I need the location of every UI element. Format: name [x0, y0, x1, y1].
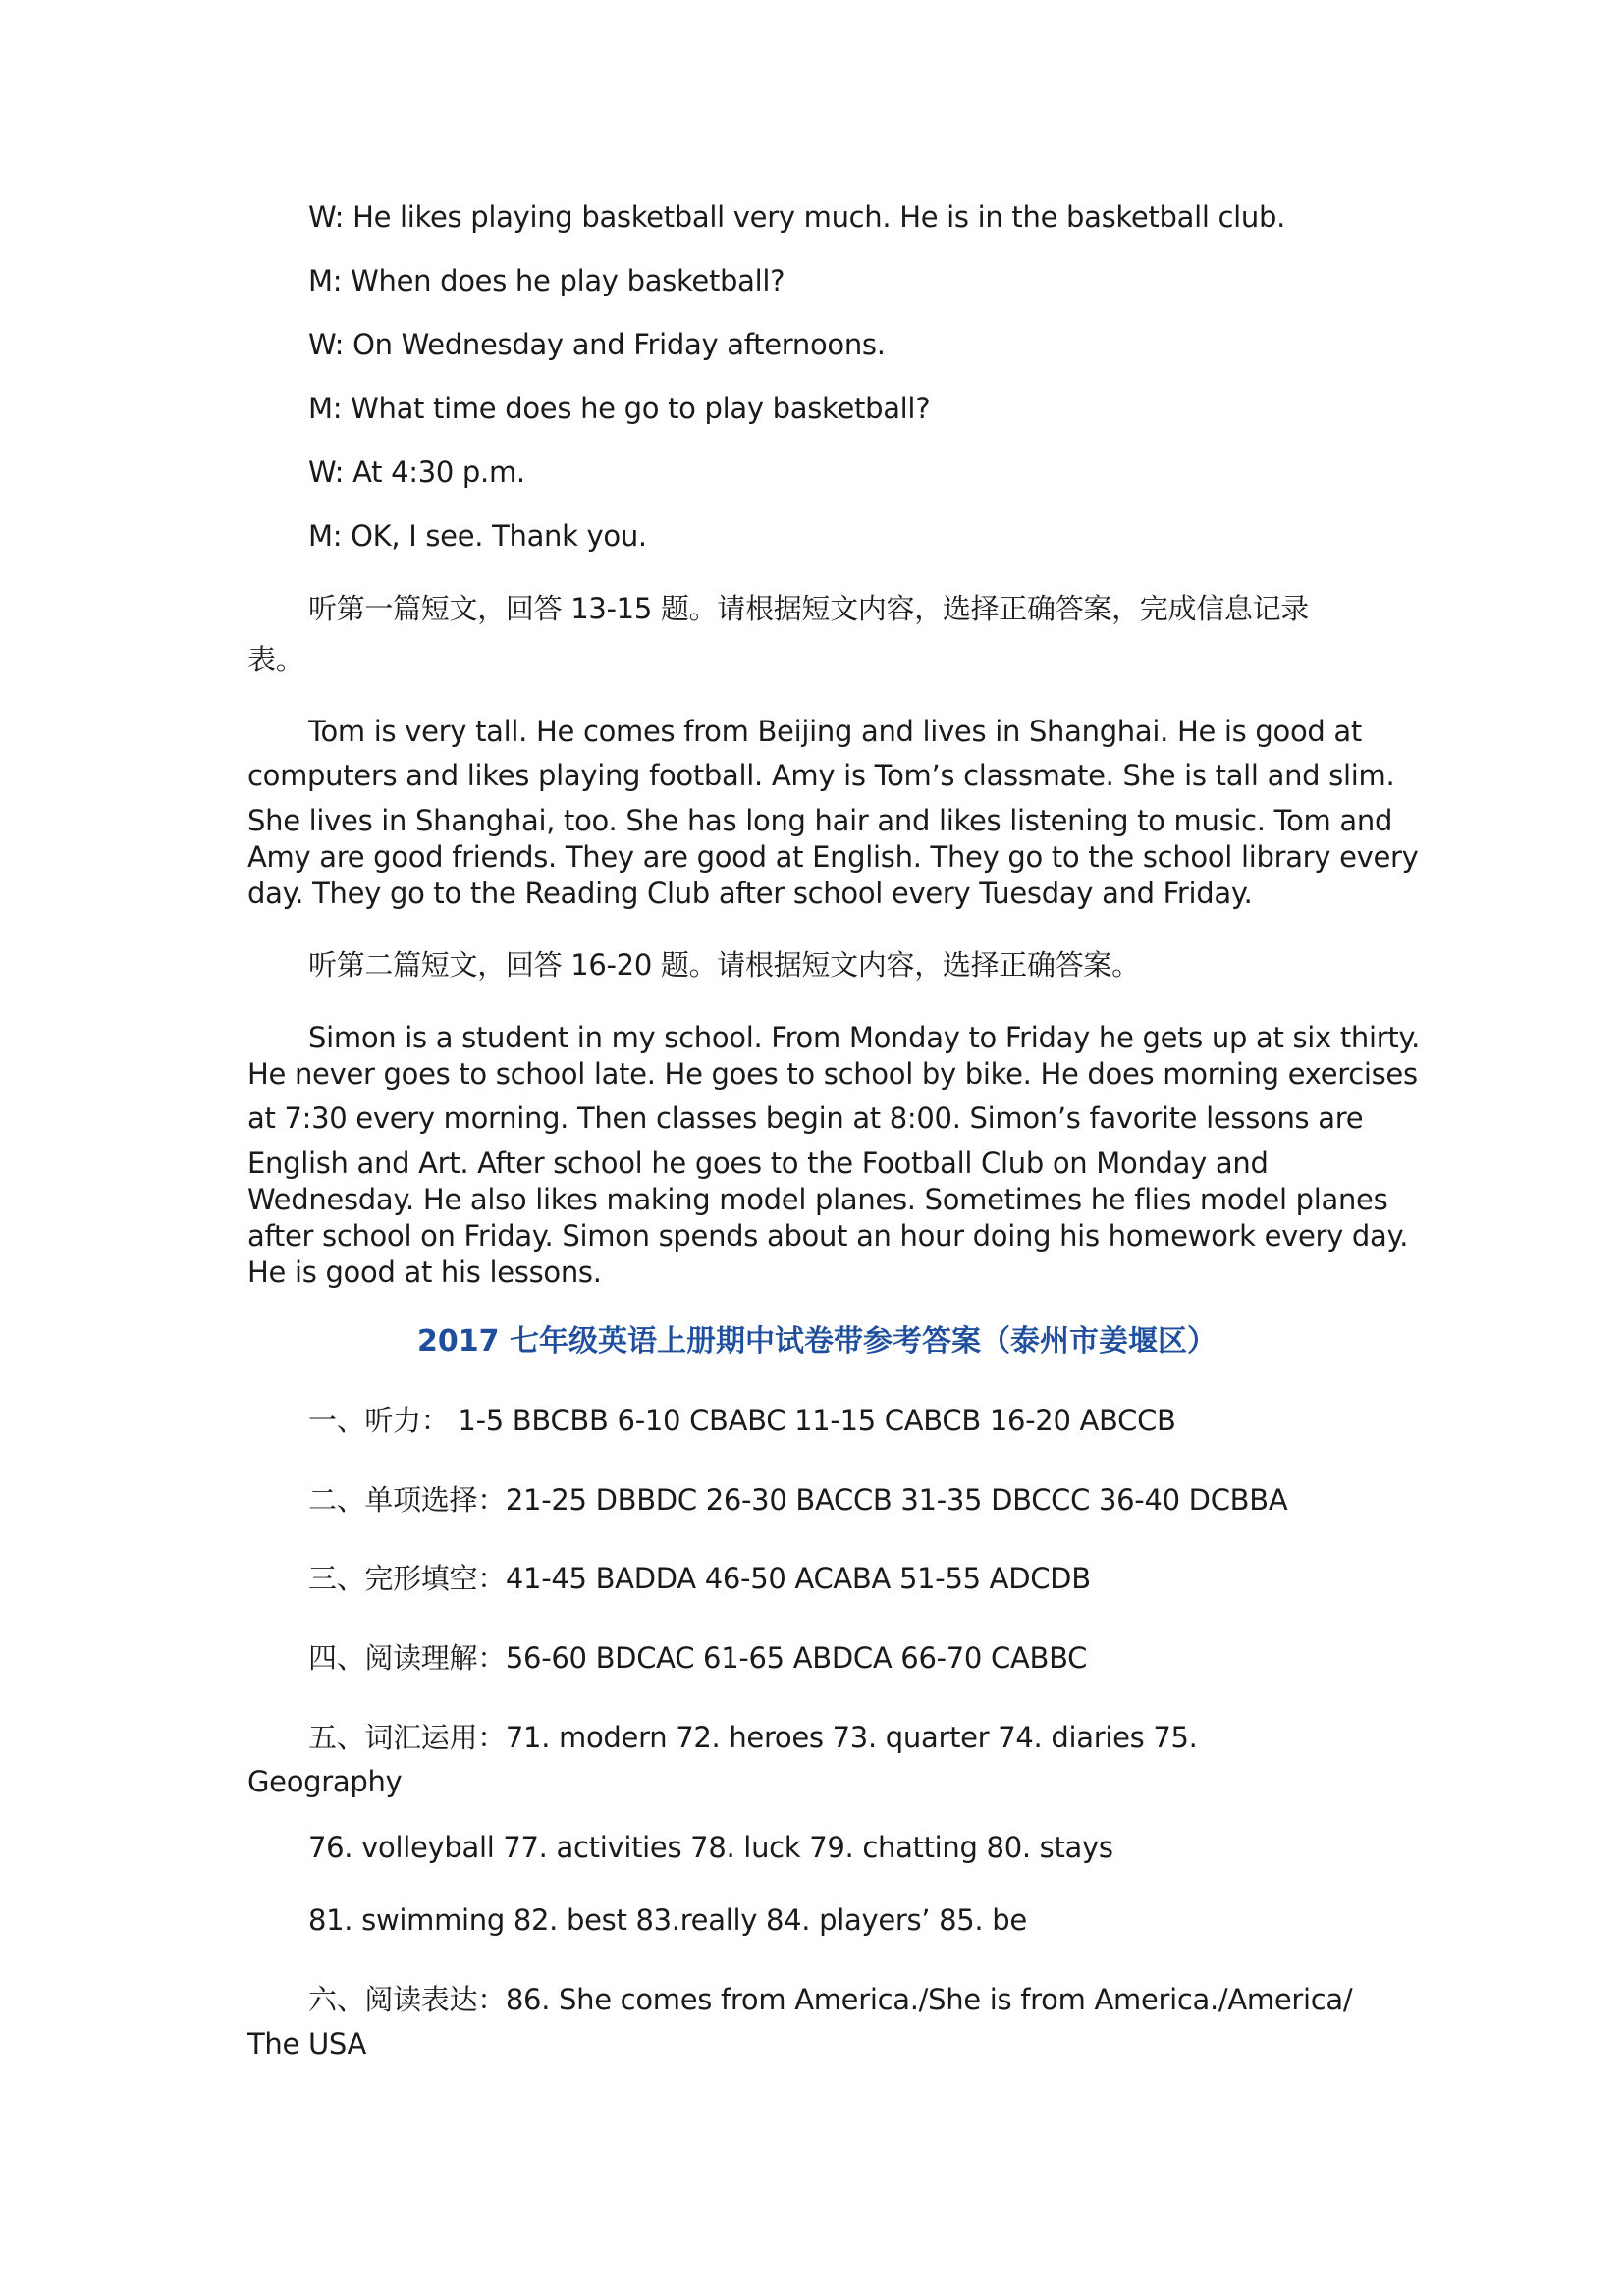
passage2-text-line: at 7:30 every morning. Then classes begin at 8:00. Simon’s favorite lessons are: [247, 1101, 1364, 1135]
answer-expression: 六、阅读表达：86. She comes from America./She is from America./America/: [308, 1983, 1353, 2016]
passage2-text-line: after school on Friday. Simon spends about an hour doing his homework every day.: [247, 1219, 1409, 1253]
dialogue-line: W: On Wednesday and Friday afternoons.: [308, 328, 886, 361]
dialogue-line: M: When does he play basketball?: [308, 264, 785, 297]
dialogue-line: W: At 4:30 p.m.: [308, 455, 525, 489]
passage1-text-line: day. They go to the Reading Club after school every Tuesday and Friday.: [247, 877, 1253, 910]
passage2-instruction: 听第二篇短文，回答 16-20 题。请根据短文内容，选择正确答案。: [308, 948, 1140, 982]
answer-cloze: 三、完形填空：41-45 BADDA 46-50 ACABA 51-55 ADCDB: [308, 1562, 1091, 1595]
passage2-text-line: Simon is a student in my school. From Monday to Friday he gets up at six thirty.: [308, 1021, 1421, 1054]
passage1-text-line: Amy are good friends. They are good at English. They go to the school library every: [247, 840, 1419, 874]
passage2-text-line: Wednesday. He also likes making model planes. Sometimes he flies model planes: [247, 1183, 1388, 1216]
answer-vocab: 五、词汇运用：71. modern 72. heroes 73. quarter 74. diaries 75.: [308, 1721, 1198, 1754]
answer-single-choice: 二、单项选择：21-25 DBBDC 26-30 BACCB 31-35 DBCCC 36-40 DCBBA: [308, 1483, 1288, 1517]
passage1-instruction-cont: 表。: [247, 643, 304, 676]
dialogue-line: M: OK, I see. Thank you.: [308, 519, 647, 553]
passage2-text-line: English and Art. After school he goes to the Football Club on Monday and: [247, 1147, 1269, 1180]
passage1-text-line: computers and likes playing football. Amy is Tom’s classmate. She is tall and slim.: [247, 759, 1395, 792]
passage1-instruction: 听第一篇短文，回答 13-15 题。请根据短文内容，选择正确答案，完成信息记录: [308, 592, 1310, 625]
answer-key-title: 2017 七年级英语上册期中试卷带参考答案（泰州市姜堰区）: [417, 1324, 1217, 1359]
passage1-text-line: She lives in Shanghai, too. She has long hair and likes listening to music. Tom and: [247, 804, 1393, 837]
dialogue-line: W: He likes playing basketball very much. He is in the basketball club.: [308, 200, 1286, 234]
passage2-text-line: He is good at his lessons.: [247, 1255, 602, 1289]
dialogue-line: M: What time does he go to play basketball?: [308, 392, 931, 425]
answer-vocab-line: 81. swimming 82. best 83.really 84. players’ 85. be: [308, 1903, 1027, 1937]
answer-listening: 一、听力： 1-5 BBCBB 6-10 CBABC 11-15 CABCB 16-20 ABCCB: [308, 1404, 1176, 1437]
answer-reading: 四、阅读理解：56-60 BDCAC 61-65 ABDCA 66-70 CABBC: [308, 1641, 1088, 1675]
passage2-text-line: He never goes to school late. He goes to school by bike. He does morning exercises: [247, 1057, 1418, 1091]
answer-vocab-line: 76. volleyball 77. activities 78. luck 79. chatting 80. stays: [308, 1831, 1113, 1864]
passage1-text-line: Tom is very tall. He comes from Beijing and lives in Shanghai. He is good at: [308, 715, 1362, 748]
answer-expression-cont: The USA: [247, 2027, 367, 2060]
answer-vocab-cont: Geography: [247, 1765, 403, 1798]
